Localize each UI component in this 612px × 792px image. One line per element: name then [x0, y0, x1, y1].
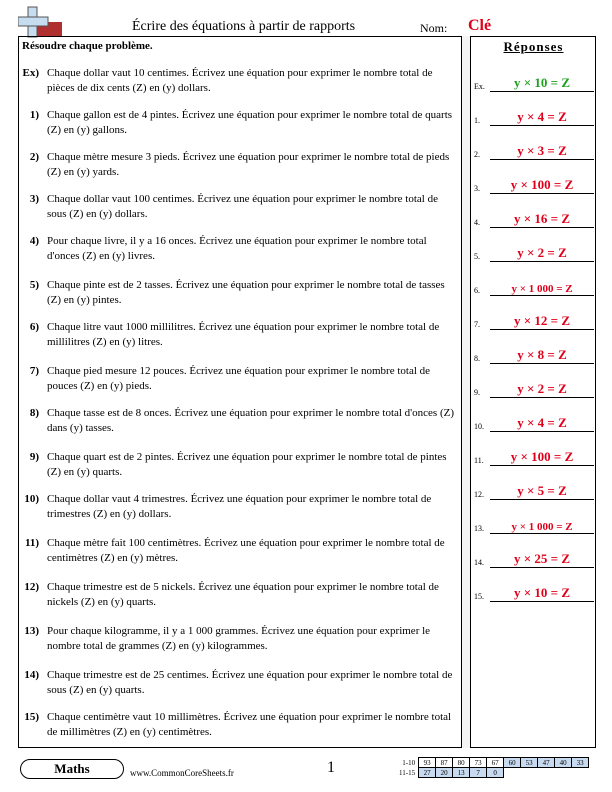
answer-value: y × 10 = Z	[514, 75, 570, 90]
problem-number: 8)	[29, 407, 39, 419]
answer-line	[490, 567, 594, 568]
answer-line	[490, 193, 594, 194]
answer-line	[490, 363, 594, 364]
answer-value: y × 2 = Z	[517, 245, 567, 260]
score-cell: 60	[504, 758, 521, 768]
problem-number: 2)	[29, 151, 39, 163]
score-cell: 93	[419, 758, 436, 768]
answer-label: 4.	[474, 218, 480, 227]
answer-line	[490, 465, 594, 466]
answer-item	[474, 584, 594, 602]
score-row-label: 11-15	[399, 768, 416, 777]
answer-value: y × 2 = Z	[517, 381, 567, 396]
answer-label: 15.	[474, 592, 484, 601]
score-cell: 0	[487, 768, 504, 778]
problem-text: Chaque gallon est de 4 pintes. Écrivez une équation pour exprimer le nombre total de quarts (Z) en (y) gallons.	[47, 109, 453, 136]
name-label: Nom:	[420, 21, 448, 35]
problem-number: 5)	[29, 279, 39, 291]
answer-line	[490, 533, 594, 534]
plus-logo-icon	[18, 6, 62, 40]
column-divider	[461, 36, 471, 748]
instructions: Résoudre chaque problème.	[22, 40, 153, 52]
problem-text: Chaque litre vaut 1000 millilitres. Écrivez une équation pour exprimer le nombre total de millilitres (Z) en (y) litres.	[47, 321, 440, 348]
problem-number: 1)	[29, 109, 39, 121]
problem-text: Chaque pied mesure 12 pouces. Écrivez une équation pour exprimer le nombre total de pouces (Z) en (y) pieds.	[47, 365, 431, 392]
answer-value: y × 3 = Z	[517, 143, 567, 158]
answer-item	[474, 278, 594, 296]
score-cell: 20	[436, 768, 453, 778]
answer-label: 12.	[474, 490, 484, 499]
problem-text: Chaque tasse est de 8 onces. Écrivez une équation pour exprimer le nombre total d'onces (Z) dans (y) tasses.	[47, 407, 455, 434]
score-cell: 27	[419, 768, 436, 778]
problem-text: Chaque trimestre est de 25 centimes. Écrivez une équation pour exprimer le nombre total de sous (Z) en (y) quarts.	[47, 669, 453, 696]
score-cell: 53	[521, 758, 538, 768]
answer-label: Ex.	[474, 82, 485, 91]
answer-value: y × 100 = Z	[510, 449, 574, 464]
answer-value: y × 25 = Z	[514, 551, 570, 566]
answer-value: y × 4 = Z	[517, 109, 567, 124]
answer-key-label: Clé	[468, 17, 492, 34]
example-answer	[474, 74, 594, 92]
score-cell: 13	[453, 768, 470, 778]
answer-value: y × 1 000 = Z	[511, 521, 573, 533]
score-cell: 33	[572, 758, 589, 768]
answer-item	[474, 142, 594, 160]
problem-text: Chaque centimètre vaut 10 millimètres. Écrivez une équation pour exprimer le nombre total de millimètres (Z) en (y) centimètres.	[47, 711, 452, 738]
answer-label: 1.	[474, 116, 480, 125]
problem-number: 10)	[24, 493, 39, 505]
answer-label: 14.	[474, 558, 484, 567]
worksheet-title: Écrire des équations à partir de rapports	[132, 19, 356, 34]
score-cell: 40	[555, 758, 572, 768]
answer-value: y × 16 = Z	[514, 211, 570, 226]
answer-label: 9.	[474, 388, 480, 397]
answer-line	[490, 295, 594, 296]
problem-number: 12)	[24, 581, 39, 593]
problem-text: Pour chaque livre, il y a 16 onces. Écrivez une équation pour exprimer le nombre total d'onces (Z) en (y) livres.	[47, 235, 427, 262]
answer-line	[490, 91, 594, 92]
answer-item	[474, 312, 594, 330]
answer-label: 5.	[474, 252, 480, 261]
answer-item	[474, 448, 594, 466]
problem-number: 15)	[24, 711, 39, 723]
answer-label: 8.	[474, 354, 480, 363]
problem-text: Chaque quart est de 2 pintes. Écrivez une équation pour exprimer le nombre total de pintes (Z) en (y) quarts.	[47, 451, 447, 478]
score-cell: 73	[470, 758, 487, 768]
problem-number: 6)	[29, 321, 39, 333]
answer-value: y × 5 = Z	[517, 483, 567, 498]
answer-line	[490, 125, 594, 126]
answer-item	[474, 414, 594, 432]
problem-text: Chaque mètre fait 100 centimètres. Écrivez une équation pour exprimer le nombre total de centimètres (Z) en (y) mètres.	[47, 537, 445, 564]
answer-label: 7.	[474, 320, 480, 329]
problem-text: Chaque dollar vaut 4 trimestres. Écrivez une équation pour exprimer le nombre total de trimestres (Z) en (y) dollars.	[47, 493, 432, 520]
answer-line	[490, 499, 594, 500]
answer-value: y × 4 = Z	[517, 415, 567, 430]
answer-line	[490, 159, 594, 160]
answer-item	[474, 108, 594, 126]
answer-value: y × 100 = Z	[510, 177, 574, 192]
problem-number: 13)	[24, 625, 39, 637]
answer-value: y × 10 = Z	[514, 585, 570, 600]
answer-label: 3.	[474, 184, 480, 193]
answer-line	[490, 261, 594, 262]
problem-number: 9)	[29, 451, 39, 463]
answer-value: y × 12 = Z	[514, 313, 570, 328]
problem-number: 3)	[29, 193, 39, 205]
problem-text: Pour chaque kilogramme, il y a 1 000 grammes. Écrivez une équation pour exprimer le nombre total de grammes (Z) en (y) kilogrammes.	[47, 625, 431, 652]
answer-line	[490, 431, 594, 432]
site-url: www.CommonCoreSheets.fr	[130, 768, 234, 778]
answer-item	[474, 482, 594, 500]
score-cell: 87	[436, 758, 453, 768]
answer-value: y × 1 000 = Z	[511, 283, 573, 295]
score-cell: 67	[487, 758, 504, 768]
answer-item	[474, 516, 594, 534]
answer-line	[490, 329, 594, 330]
answer-item	[474, 550, 594, 568]
answer-value: y × 8 = Z	[517, 347, 567, 362]
problem-text: Chaque dollar vaut 10 centimes. Écrivez une équation pour exprimer le nombre total de pièces de dix cents (Z) en (y) dollars.	[47, 67, 433, 94]
problem-number: Ex)	[22, 67, 39, 79]
answers-heading: Réponses	[503, 39, 564, 54]
answer-item	[474, 244, 594, 262]
subject-badge: Maths	[20, 759, 124, 779]
score-row-label: 1-10	[402, 758, 416, 767]
problem-text: Chaque mètre mesure 3 pieds. Écrivez une équation pour exprimer le nombre total de pieds (Z) en (y) yards.	[47, 151, 450, 178]
problem-text: Chaque dollar vaut 100 centimes. Écrivez une équation pour exprimer le nombre total de sous (Z) en (y) dollars.	[47, 193, 438, 220]
answer-line	[490, 397, 594, 398]
answer-item	[474, 380, 594, 398]
problem-number: 11)	[24, 537, 39, 549]
answer-label: 11.	[474, 456, 484, 465]
score-cell: 80	[453, 758, 470, 768]
problem-number: 14)	[24, 669, 39, 681]
problem-text: Chaque pinte est de 2 tasses. Écrivez une équation pour exprimer le nombre total de tasses (Z) en (y) pintes.	[47, 279, 445, 306]
score-cell: 7	[470, 768, 487, 778]
answer-line	[490, 227, 594, 228]
problem-number: 4)	[29, 235, 39, 247]
answer-label: 6.	[474, 286, 480, 295]
answer-item	[474, 210, 594, 228]
page-number: 1	[327, 759, 335, 776]
answer-item	[474, 176, 594, 194]
problem-text: Chaque trimestre est de 5 nickels. Écrivez une équation pour exprimer le nombre total de nickels (Z) en (y) quarts.	[47, 581, 439, 608]
answer-label: 10.	[474, 422, 484, 431]
score-cell: 47	[538, 758, 555, 768]
answer-label: 13.	[474, 524, 484, 533]
answer-item	[474, 346, 594, 364]
score-table	[398, 757, 589, 778]
answer-line	[490, 601, 594, 602]
problem-number: 7)	[29, 365, 39, 377]
answer-label: 2.	[474, 150, 480, 159]
